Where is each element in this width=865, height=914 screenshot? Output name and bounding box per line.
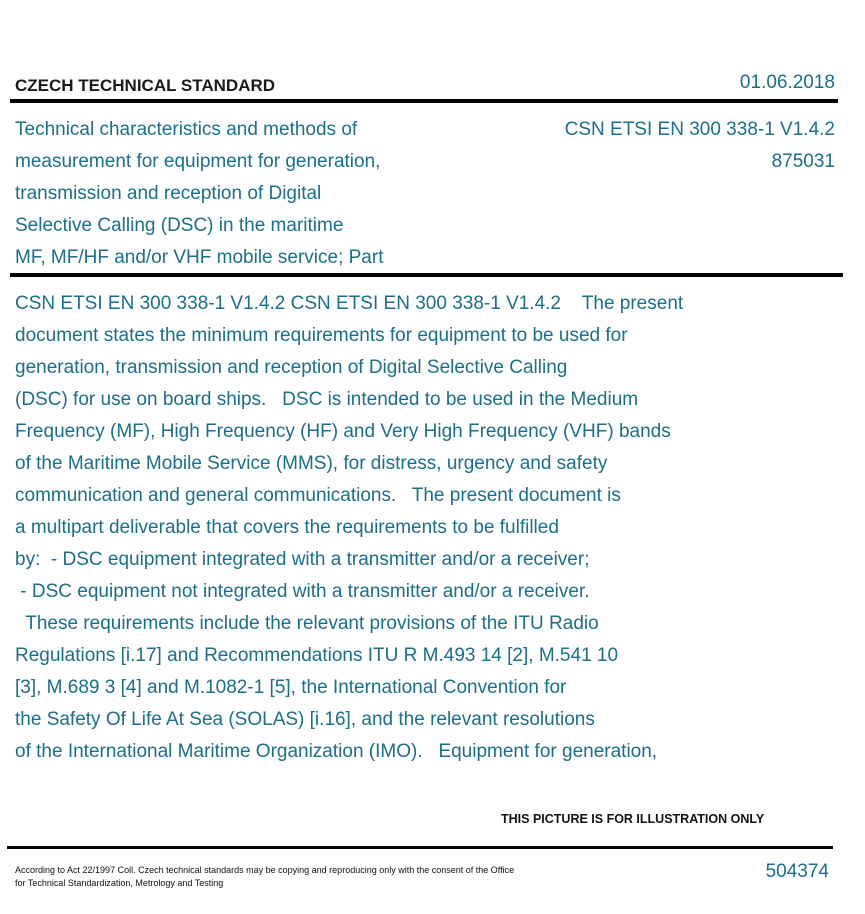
title-divider <box>10 273 843 277</box>
abstract-line: Regulations [i.17] and Recommendations ITU R M.493 14 [2], M.541 10 <box>15 645 619 666</box>
document-header-title: CZECH TECHNICAL STANDARD <box>15 76 276 95</box>
abstract-line: generation, transmission and reception of Digital Selective Calling <box>15 357 568 378</box>
standard-title <box>15 114 485 274</box>
abstract-text <box>15 288 835 768</box>
abstract-line: - DSC equipment not integrated with a transmitter and/or a receiver. <box>15 581 590 602</box>
abstract-line: CSN ETSI EN 300 338-1 V1.4.2 CSN ETSI EN 300 338-1 V1.4.2 The present <box>15 293 684 314</box>
abstract-line: of the Maritime Mobile Service (MMS), for distress, urgency and safety <box>15 453 608 474</box>
abstract-line: the Safety Of Life At Sea (SOLAS) [i.16], and the relevant resolutions <box>15 709 595 730</box>
header-divider <box>10 99 838 103</box>
standard-title-line: transmission and reception of Digital <box>15 183 322 204</box>
legal-notice <box>15 864 595 890</box>
document-date: 01.06.2018 <box>739 72 835 93</box>
abstract-line: These requirements include the relevant provisions of the ITU Radio <box>15 613 599 634</box>
abstract-line: document states the minimum requirements for equipment to be used for <box>15 325 628 346</box>
abstract-line: of the International Maritime Organization (IMO). Equipment for generation, <box>15 741 658 762</box>
legal-notice-line: for Technical Standardization, Metrology and Testing <box>15 878 224 888</box>
standard-code: CSN ETSI EN 300 338-1 V1.4.2 <box>564 119 835 140</box>
legal-notice-line: According to Act 22/1997 Coll. Czech technical standards may be copying and reproducing only with the consent of the Office <box>15 865 515 875</box>
standard-title-line: Technical characteristics and methods of <box>15 119 358 140</box>
catalog-number: 875031 <box>771 151 835 172</box>
abstract-line: by: - DSC equipment integrated with a transmitter and/or a receiver; <box>15 549 590 570</box>
footer-number: 504374 <box>765 861 829 882</box>
abstract-line: [3], M.689 3 [4] and M.1082-1 [5], the International Convention for <box>15 677 567 698</box>
standard-title-line: measurement for equipment for generation, <box>15 151 381 172</box>
abstract-line: Frequency (MF), High Frequency (HF) and Very High Frequency (VHF) bands <box>15 421 671 442</box>
footer-divider <box>7 846 833 849</box>
standard-identifiers <box>565 114 835 178</box>
standard-title-line: Selective Calling (DSC) in the maritime <box>15 215 344 236</box>
abstract-line: a multipart deliverable that covers the requirements to be fulfilled <box>15 517 559 538</box>
abstract-line: communication and general communications. The present document is <box>15 485 621 506</box>
illustration-disclaimer: THIS PICTURE IS FOR ILLUSTRATION ONLY <box>501 812 765 826</box>
standard-title-line: MF, MF/HF and/or VHF mobile service; Part <box>15 247 384 268</box>
abstract-line: (DSC) for use on board ships. DSC is intended to be used in the Medium <box>15 389 639 410</box>
